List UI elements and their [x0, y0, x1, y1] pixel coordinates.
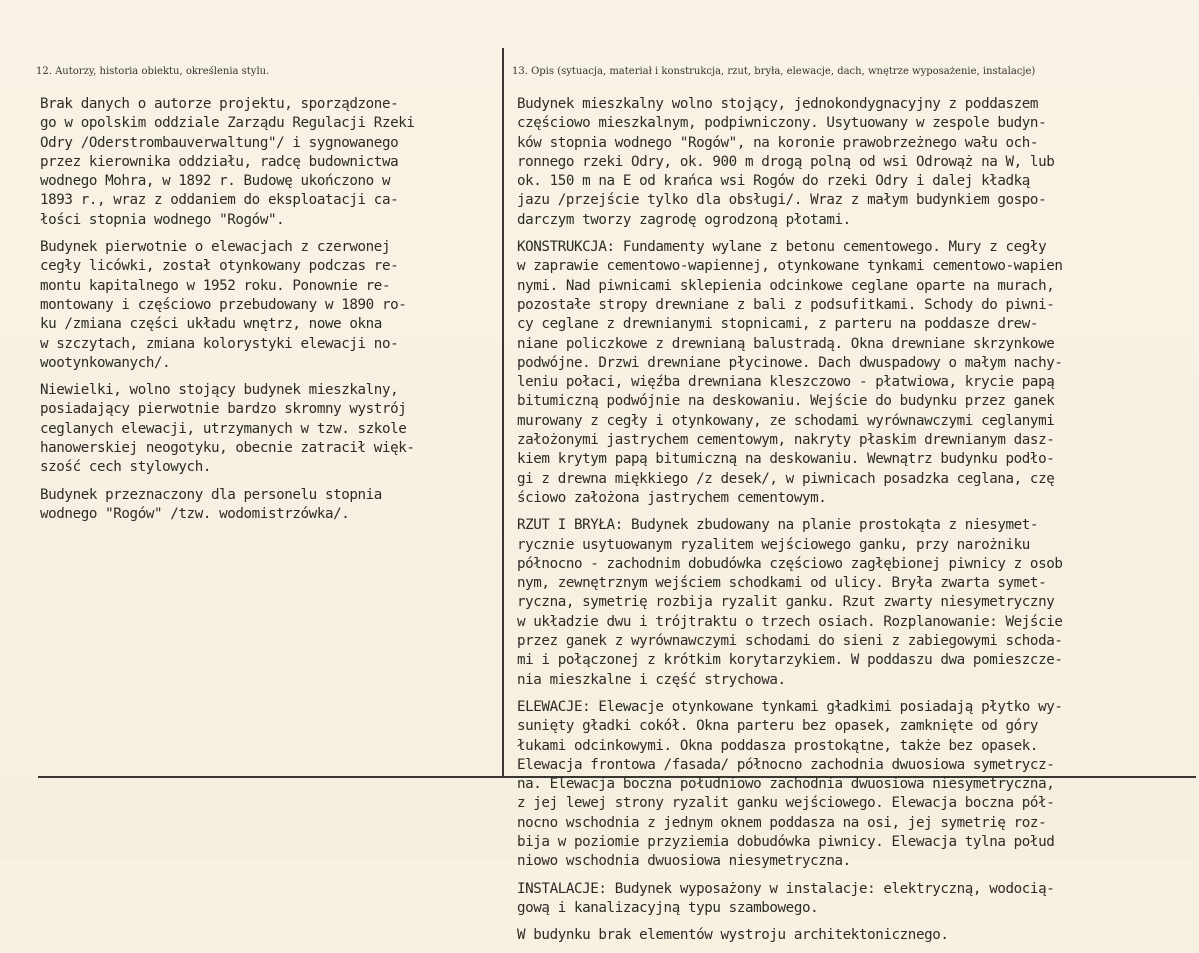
text-line: hanowerskiej neogotyku, obecnie zatracił więk-	[40, 440, 415, 457]
text-line: mi i połączonej z krótkim korytarzykiem. W poddaszu dwa pomieszcze-	[517, 652, 1063, 669]
text-line: go w opolskim oddziale Zarządu Regulacji Rzeki	[40, 115, 415, 132]
text-line: Budynek mieszkalny wolno stojący, jednokondygnacyjny z poddaszem	[517, 96, 1039, 112]
text-line: montu kapitalnego w 1952 roku. Ponownie re-	[40, 277, 391, 294]
text-line: bitumiczną podwójnie na deskowaniu. Wejście do budynku przez ganek	[517, 393, 1055, 410]
text-line: łukami odcinkowymi. Okna poddasza prostokątne, także bez opasek.	[517, 737, 1039, 754]
description-paragraph	[517, 516, 1199, 690]
text-line: Odry /Oderstrombauverwaltung"/ i sygnowanego	[40, 134, 399, 151]
description-paragraph	[517, 698, 1199, 872]
text-line: północno - zachodnim dobudówka częściowo zagłębionej piwnicy z osob	[517, 555, 1063, 572]
description-paragraph	[517, 880, 1199, 919]
column-divider	[502, 48, 504, 778]
text-line: darczym tworzy zagrodę ogrodzoną płotami.	[517, 211, 851, 228]
text-line: W budynku brak elementów wystroju architektonicznego.	[517, 927, 949, 944]
text-line: niane policzkowe z drewnianą balustradą. Okna drewniane skrzynkowe	[517, 335, 1055, 352]
text-line: leniu połaci, więźba drewniana kleszczowo - płatwiowa, krycie papą	[517, 374, 1055, 391]
text-line: w szczytach, zmiana kolorystyki elewacji no-	[40, 335, 399, 352]
text-line: ryczna, symetrię rozbija ryzalit ganku. Rzut zwarty niesymetryczny	[517, 594, 1055, 611]
text-line: kiem krytym papą bitumiczną na deskowaniu. Wewnątrz budynku podło-	[517, 451, 1055, 468]
text-line: z jej lewej strony ryzalit ganku wejściowego. Elewacja boczna pół-	[517, 795, 1055, 812]
text-line: INSTALACJE: Budynek wyposażony w instalacje: elektryczną, wodocią-	[517, 880, 1055, 897]
text-line: wodnego Mohra, w 1892 r. Budowę ukończono w	[40, 173, 391, 190]
text-line: pozostałe stropy drewniane z bali z podsufitkami. Schody do piwni-	[517, 296, 1055, 313]
description-column	[517, 95, 1199, 953]
text-line: cy ceglane z drewnianymi stopnicami, z parteru na poddasze drew-	[517, 316, 1039, 333]
text-line: szość cech stylowych.	[40, 459, 211, 476]
text-line: wootynkowanych/.	[40, 354, 171, 371]
history-paragraph	[40, 95, 500, 230]
text-line: jazu /przejście tylko dla obsługi/. Wraz z małym budynkiem gospo-	[517, 192, 1047, 209]
text-line: podwójne. Drzwi drewniane płycinowe. Dach dwuspadowy o małym nachy-	[517, 354, 1063, 371]
text-line: przez ganek z wyrównawczymi schodami do sieni z zabiegowymi schoda-	[517, 633, 1063, 650]
text-line: Budynek pierwotnie o elewacjach z czerwonej	[40, 239, 391, 256]
text-line: w zaprawie cementowo-wapiennej, otynkowane tynkami cementowo-wapien	[517, 258, 1063, 275]
text-line: 1893 r., wraz z oddaniem do eksploatacji ca-	[40, 192, 399, 209]
text-line: ronnego rzeki Odry, ok. 900 m drogą polną od wsi Odrowąż na W, lub	[517, 153, 1055, 170]
text-line: na. Elewacja boczna południowo zachodnia dwuosiowa niesymetryczna,	[517, 776, 1055, 793]
text-line: RZUT I BRYŁA: Budynek zbudowany na planie prostokąta z niesymet-	[517, 517, 1039, 534]
text-line: ściowo założona jastrychem cementowym.	[517, 489, 827, 506]
text-line: niowo wschodnia dwuosiowa niesymetryczna.	[517, 853, 851, 870]
text-line: bija w poziomie przyziemia dobudówka piwnicy. Elewacja tylna połud	[517, 833, 1055, 850]
text-line: Niewielki, wolno stojący budynek mieszkalny,	[40, 382, 399, 399]
text-line: nocno wschodnia z jednym oknem poddasza na osi, jej symetrię roz-	[517, 814, 1047, 831]
text-line: częściowo mieszkalnym, podpiwniczony. Usytuowany w zespole budyn-	[517, 115, 1047, 132]
text-line: gi z drewna miękkiego /z desek/, w piwnicach posadzka ceglana, czę	[517, 470, 1055, 487]
text-line: murowany z cegły i otynkowany, ze schodami wyrównawczymi ceglanymi	[517, 412, 1055, 429]
text-line: posiadający pierwotnie bardzo skromny wystrój	[40, 401, 407, 418]
text-line: Brak danych o autorze projektu, sporządzone-	[40, 96, 399, 112]
text-line: łości stopnia wodnego "Rogów".	[40, 211, 285, 228]
history-paragraph	[40, 486, 500, 525]
section-13-header: 13. Opis (sytuacja, materiał i konstrukcja, rzut, bryła, elewacje, dach, wnętrze wyposażenie, instalacje)	[512, 66, 1036, 77]
text-line: wodnego "Rogów" /tzw. wodomistrzówka/.	[40, 505, 350, 522]
authors-history-column	[40, 95, 500, 532]
history-paragraph	[40, 381, 500, 477]
description-paragraph	[517, 95, 1199, 230]
text-line: ków stopnia wodnego "Rogów", na koronie prawobrzeżnego wału och-	[517, 134, 1039, 151]
text-line: rycznie usytuowanym ryzalitem wejściowego ganku, przy narożniku	[517, 536, 1030, 553]
text-line: nymi. Nad piwnicami sklepienia odcinkowe ceglane oparte na murach,	[517, 277, 1055, 294]
text-line: KONSTRUKCJA: Fundamenty wylane z betonu cementowego. Mury z cegły	[517, 239, 1047, 256]
text-line: Budynek przeznaczony dla personelu stopnia	[40, 486, 382, 503]
text-line: ok. 150 m na E od krańca wsi Rogów do rzeki Odry i dalej kładką	[517, 173, 1030, 190]
text-line: ELEWACJE: Elewacje otynkowane tynkami gładkimi posiadają płytko wy-	[517, 698, 1063, 715]
text-line: przez kierownika oddziału, radcę budownictwa	[40, 153, 399, 170]
text-line: nia mieszkalne i część strychowa.	[517, 671, 786, 688]
text-line: sunięty gładki cokół. Okna parteru bez opasek, zamknięte od góry	[517, 718, 1039, 735]
text-line: ku /zmiana części układu wnętrz, nowe okna	[40, 316, 382, 333]
text-line: ceglanych elewacji, utrzymanych w tzw. szkole	[40, 420, 407, 437]
text-line: cegły licówki, został otynkowany podczas re-	[40, 258, 399, 275]
text-line: w układzie dwu i trójtraktu o trzech osiach. Rozplanowanie: Wejście	[517, 613, 1063, 630]
history-paragraph	[40, 238, 500, 373]
text-line: Elewacja frontowa /fasada/ północno zachodnia dwuosiowa symetrycz-	[517, 756, 1055, 773]
text-line: założonymi jastrychem cementowym, nakryty płaskim drewnianym dasz-	[517, 432, 1055, 449]
section-12-header: 12. Autorzy, historia obiektu, określenia stylu.	[36, 66, 270, 77]
text-line: montowany i częściowo przebudowany w 1890 ro-	[40, 296, 407, 313]
text-line: nym, zewnętrznym wejściem schodkami od ulicy. Bryła zwarta symet-	[517, 575, 1047, 592]
description-paragraph	[517, 926, 1199, 945]
description-paragraph	[517, 238, 1199, 508]
text-line: gową i kanalizacyjną typu szambowego.	[517, 899, 819, 916]
